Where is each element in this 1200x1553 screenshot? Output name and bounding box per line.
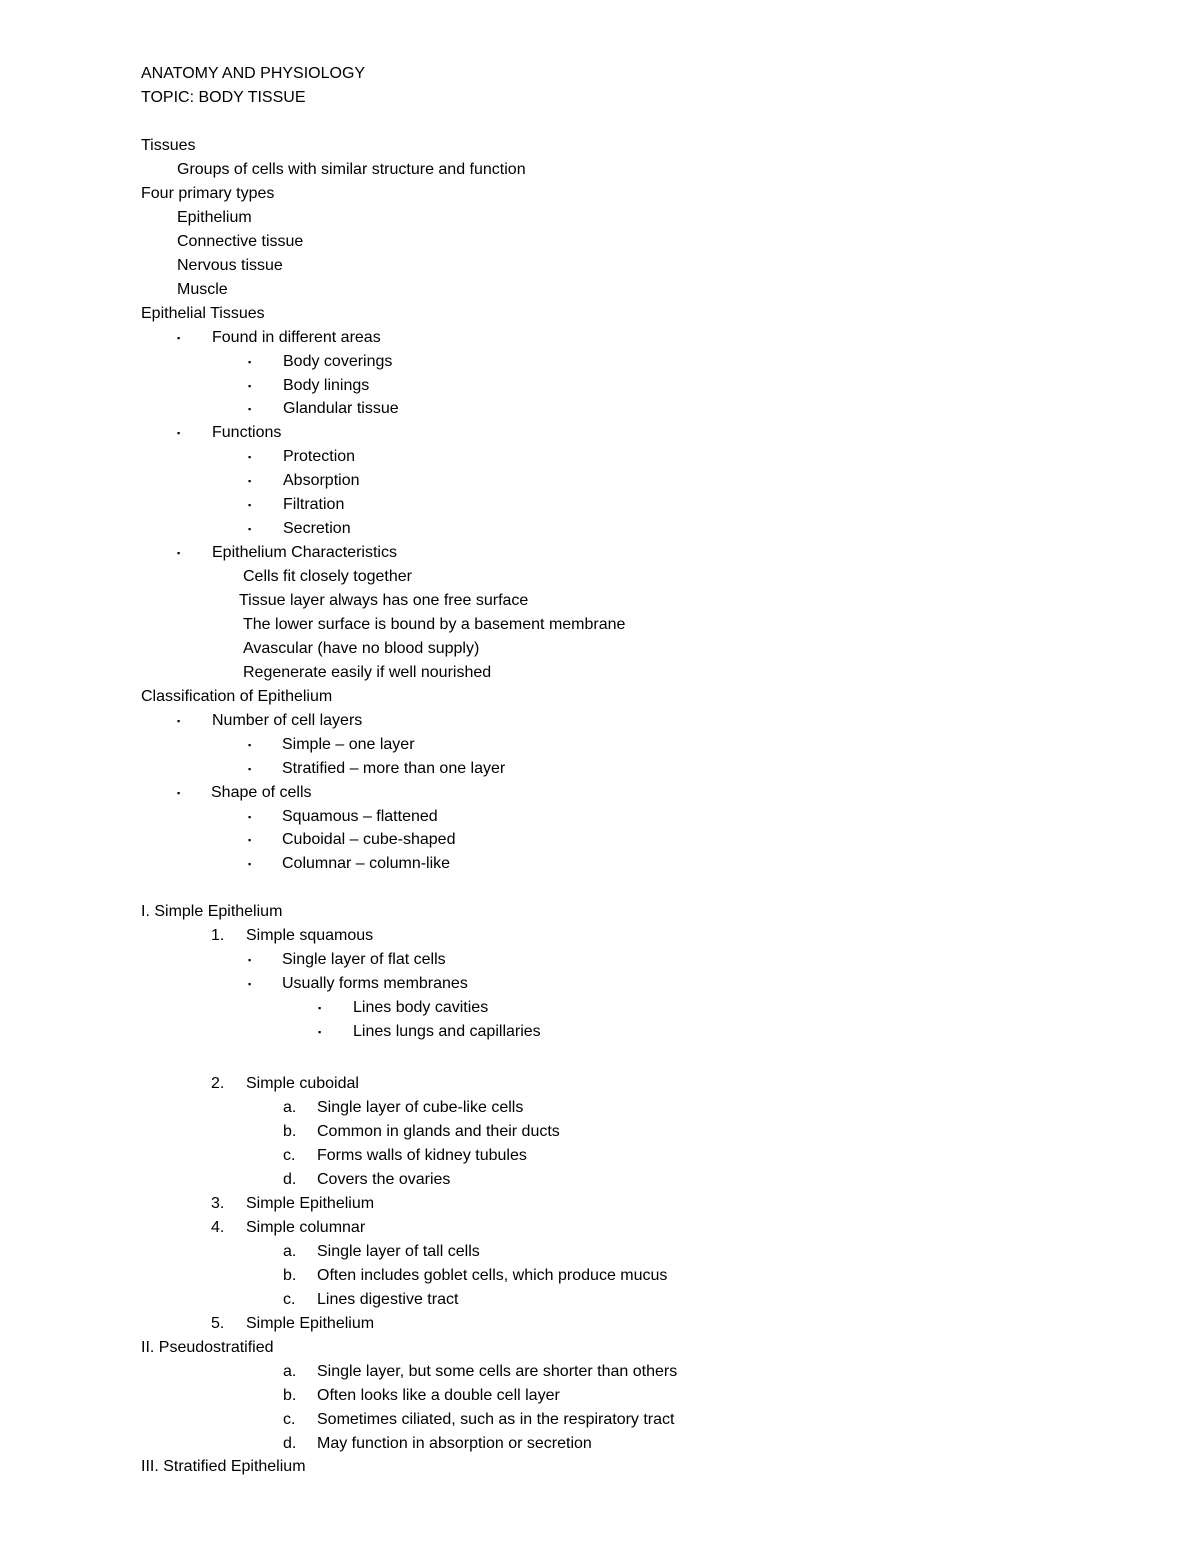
bullet-marker: ▪ bbox=[248, 812, 252, 822]
characteristic-item: Regenerate easily if well nourished bbox=[243, 664, 492, 681]
bullet-marker: ▪ bbox=[248, 476, 252, 486]
bullet-marker: ▪ bbox=[318, 1003, 322, 1013]
squamous-sub-item: Lines lungs and capillaries bbox=[353, 1023, 541, 1040]
primary-types-heading: Four primary types bbox=[141, 185, 275, 202]
pseudostratified-item: Sometimes ciliated, such as in the respiratory tract bbox=[317, 1411, 675, 1428]
characteristic-item: Tissue layer always has one free surface bbox=[239, 592, 529, 609]
bullet-marker: ▪ bbox=[248, 764, 252, 774]
list-letter: b. bbox=[283, 1267, 297, 1284]
cell-layers-label: Number of cell layers bbox=[212, 712, 363, 729]
bullet-marker: ▪ bbox=[248, 979, 252, 989]
function-item: Protection bbox=[283, 448, 356, 465]
bullet-marker: ▪ bbox=[248, 955, 252, 965]
bullet-marker: ▪ bbox=[177, 548, 181, 558]
list-number: 2. bbox=[211, 1075, 225, 1092]
list-letter: a. bbox=[283, 1243, 297, 1260]
found-area-item: Body coverings bbox=[283, 353, 393, 370]
cell-shape-item: Squamous – flattened bbox=[282, 808, 438, 825]
bullet-marker: ▪ bbox=[177, 333, 181, 343]
bullet-marker: ▪ bbox=[248, 524, 252, 534]
found-area-item: Glandular tissue bbox=[283, 400, 399, 417]
stratified-epithelium-heading: III. Stratified Epithelium bbox=[141, 1458, 306, 1475]
found-area-item: Body linings bbox=[283, 377, 370, 394]
bullet-marker: ▪ bbox=[248, 404, 252, 414]
columnar-item: Single layer of tall cells bbox=[317, 1243, 480, 1260]
functions-label: Functions bbox=[212, 424, 282, 441]
simple-epithelium-item: Simple Epithelium bbox=[246, 1195, 375, 1212]
list-letter: d. bbox=[283, 1435, 297, 1452]
bullet-marker: ▪ bbox=[248, 452, 252, 462]
bullet-marker: ▪ bbox=[248, 381, 252, 391]
cuboidal-item: Covers the ovaries bbox=[317, 1171, 451, 1188]
cell-shape-item: Cuboidal – cube-shaped bbox=[282, 831, 456, 848]
columnar-item: Lines digestive tract bbox=[317, 1291, 459, 1308]
characteristic-item: The lower surface is bound by a basement membrane bbox=[243, 616, 626, 633]
simple-columnar-label: Simple columnar bbox=[246, 1219, 366, 1236]
characteristics-label: Epithelium Characteristics bbox=[212, 544, 397, 561]
epithelial-tissues-heading: Epithelial Tissues bbox=[141, 305, 265, 322]
list-letter: c. bbox=[283, 1291, 296, 1308]
squamous-item: Single layer of flat cells bbox=[282, 951, 446, 968]
bullet-marker: ▪ bbox=[177, 716, 181, 726]
columnar-item: Often includes goblet cells, which produce mucus bbox=[317, 1267, 668, 1284]
characteristic-item: Avascular (have no blood supply) bbox=[243, 640, 480, 657]
list-letter: c. bbox=[283, 1411, 296, 1428]
squamous-item: Usually forms membranes bbox=[282, 975, 468, 992]
tissues-definition: Groups of cells with similar structure and function bbox=[177, 161, 526, 178]
pseudostratified-item: Single layer, but some cells are shorter than others bbox=[317, 1363, 678, 1380]
function-item: Absorption bbox=[283, 472, 360, 489]
primary-type-item: Muscle bbox=[177, 281, 228, 298]
primary-type-item: Epithelium bbox=[177, 209, 252, 226]
bullet-marker: ▪ bbox=[177, 428, 181, 438]
cell-layer-item: Simple – one layer bbox=[282, 736, 415, 753]
simple-epithelium-item: Simple Epithelium bbox=[246, 1315, 375, 1332]
document-topic: TOPIC: BODY TISSUE bbox=[141, 89, 306, 106]
pseudostratified-item: Often looks like a double cell layer bbox=[317, 1387, 560, 1404]
simple-epithelium-heading: I. Simple Epithelium bbox=[141, 903, 283, 920]
bullet-marker: ▪ bbox=[248, 835, 252, 845]
list-letter: c. bbox=[283, 1147, 296, 1164]
tissues-heading: Tissues bbox=[141, 137, 196, 154]
characteristic-item: Cells fit closely together bbox=[243, 568, 412, 585]
bullet-marker: ▪ bbox=[248, 859, 252, 869]
list-letter: a. bbox=[283, 1363, 297, 1380]
primary-type-item: Connective tissue bbox=[177, 233, 304, 250]
simple-cuboidal-label: Simple cuboidal bbox=[246, 1075, 359, 1092]
cell-layer-item: Stratified – more than one layer bbox=[282, 760, 506, 777]
pseudostratified-item: May function in absorption or secretion bbox=[317, 1435, 592, 1452]
list-number: 5. bbox=[211, 1315, 225, 1332]
bullet-marker: ▪ bbox=[177, 788, 181, 798]
bullet-marker: ▪ bbox=[248, 740, 252, 750]
cell-shape-label: Shape of cells bbox=[211, 784, 312, 801]
found-areas-label: Found in different areas bbox=[212, 329, 381, 346]
classification-heading: Classification of Epithelium bbox=[141, 688, 333, 705]
function-item: Filtration bbox=[283, 496, 345, 513]
list-letter: a. bbox=[283, 1099, 297, 1116]
list-letter: d. bbox=[283, 1171, 297, 1188]
bullet-marker: ▪ bbox=[318, 1027, 322, 1037]
primary-type-item: Nervous tissue bbox=[177, 257, 283, 274]
cuboidal-item: Common in glands and their ducts bbox=[317, 1123, 560, 1140]
list-letter: b. bbox=[283, 1387, 297, 1404]
cuboidal-item: Forms walls of kidney tubules bbox=[317, 1147, 527, 1164]
list-number: 3. bbox=[211, 1195, 225, 1212]
list-letter: b. bbox=[283, 1123, 297, 1140]
document-title: ANATOMY AND PHYSIOLOGY bbox=[141, 65, 366, 82]
list-number: 4. bbox=[211, 1219, 225, 1236]
cell-shape-item: Columnar – column-like bbox=[282, 855, 451, 872]
pseudostratified-heading: II. Pseudostratified bbox=[141, 1339, 274, 1356]
squamous-sub-item: Lines body cavities bbox=[353, 999, 489, 1016]
list-number: 1. bbox=[211, 927, 225, 944]
bullet-marker: ▪ bbox=[248, 500, 252, 510]
function-item: Secretion bbox=[283, 520, 351, 537]
bullet-marker: ▪ bbox=[248, 357, 252, 367]
simple-squamous-label: Simple squamous bbox=[246, 927, 374, 944]
cuboidal-item: Single layer of cube-like cells bbox=[317, 1099, 524, 1116]
